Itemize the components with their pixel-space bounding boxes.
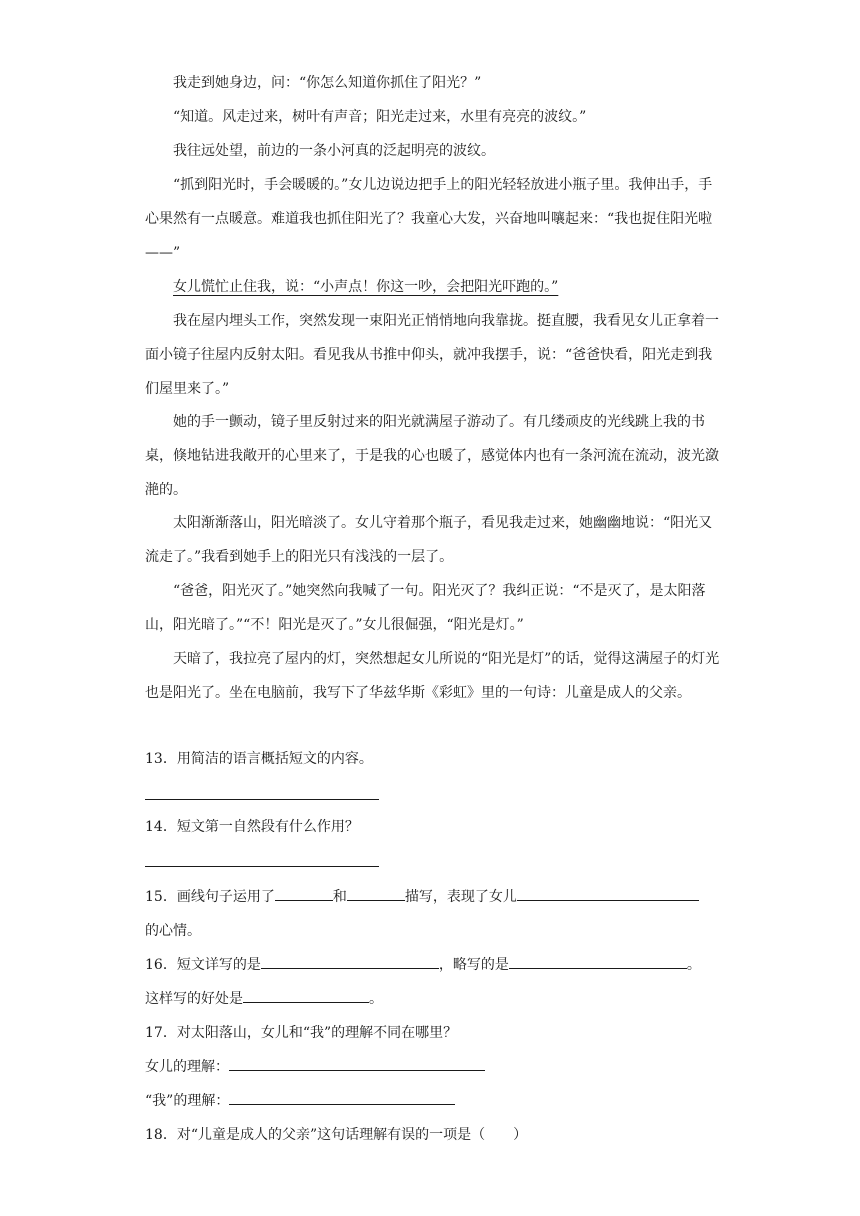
question-13: 13．用简洁的语言概括短文的内容。 xyxy=(145,751,373,767)
question-15-text-b: 和 xyxy=(332,889,347,905)
answer-line-14[interactable] xyxy=(145,866,379,867)
question-15-cont: 的心情。 xyxy=(145,923,201,939)
question-17: 17．对太阳落山，女儿和“我”的理解不同在哪里？ xyxy=(145,1025,458,1041)
passage-paragraph-9: “爸爸，阳光灭了。”她突然向我喊了一句。阳光灭了？我纠正说：“不是灭了，是太阳落山，阳光暗了。”“不！阳光是灭了。”女儿很倔强，“阳光是灯。” xyxy=(145,583,706,633)
question-16-text-a: 16．短文详写的是 xyxy=(145,957,261,973)
blank-17-daughter[interactable] xyxy=(229,1054,485,1071)
question-18: 18．对“儿童是成人的父亲”这句话理解有误的一项是（ ） xyxy=(145,1127,528,1143)
me-label: “我”的理解： xyxy=(145,1093,230,1109)
question-16-cont xyxy=(145,982,720,1016)
passage-paragraph-1: 我走到她身边，问：“你怎么知道你抓住了阳光？” xyxy=(173,75,482,91)
question-16 xyxy=(145,948,720,982)
question-17-daughter xyxy=(145,1050,720,1084)
blank-15-1[interactable] xyxy=(275,884,333,901)
question-15-text-a: 15．画线句子运用了 xyxy=(145,889,275,905)
blank-16-1[interactable] xyxy=(261,952,439,969)
passage-paragraph-6: 我在屋内埋头工作，突然发现一束阳光正悄悄地向我靠拢。挺直腰，我看见女儿正拿着一面小镜子往屋内反射太阳。看见我从书推中仰头，就冲我摆手，说：“爸爸快看，阳光走到我们屋里来了。” xyxy=(145,313,719,397)
passage-paragraph-5-wrap xyxy=(145,270,720,304)
question-14: 14．短文第一自然段有什么作用？ xyxy=(145,819,359,835)
underlined-sentence: 女儿慌忙止住我，说：“小声点！你这一吵，会把阳光吓跑的。” xyxy=(173,279,559,295)
question-16-text-b: ，略写的是 xyxy=(438,957,509,973)
blank-17-me[interactable] xyxy=(229,1088,455,1105)
blank-16-3[interactable] xyxy=(243,986,369,1003)
blank-15-3[interactable] xyxy=(517,884,699,901)
daughter-label: 女儿的理解： xyxy=(145,1059,229,1075)
passage-paragraph-3: 我往远处望，前边的一条小河真的泛起明亮的波纹。 xyxy=(173,143,495,159)
answer-line-13[interactable] xyxy=(145,799,379,800)
blank-16-2[interactable] xyxy=(509,952,687,969)
blank-15-2[interactable] xyxy=(347,884,405,901)
question-15 xyxy=(145,880,720,914)
question-17-me xyxy=(145,1084,720,1118)
passage-paragraph-10: 天暗了，我拉亮了屋内的灯，突然想起女儿所说的“阳光是灯”的话，觉得这满屋子的灯光也是阳光了。坐在电脑前，我写下了华兹华斯《彩虹》里的一句诗：儿童是成人的父亲。 xyxy=(145,651,720,701)
question-16-text-e: 。 xyxy=(369,991,383,1007)
passage-paragraph-8: 太阳渐渐落山，阳光暗淡了。女儿守着那个瓶子，看见我走过来，她幽幽地说：“阳光又流走了。”我看到她手上的阳光只有浅浅的一层了。 xyxy=(145,515,713,565)
question-16-text-c: 。 xyxy=(686,957,701,973)
passage-paragraph-7: 她的手一颤动，镜子里反射过来的阳光就满屋子游动了。有几缕顽皮的光线跳上我的书桌，倏地钻进我敞开的心里来了，于是我的心也暖了，感觉体内也有一条河流在流动，波光潋滟的。 xyxy=(145,414,719,498)
passage-paragraph-2: “知道。风走过来，树叶有声音；阳光走过来，水里有亮亮的波纹。” xyxy=(173,109,587,125)
question-16-text-d: 这样写的好处是 xyxy=(145,991,243,1007)
passage-paragraph-4: “抓到阳光时，手会暖暖的。”女儿边说边把手上的阳光轻轻放进小瓶子里。我伸出手，手心果然有一点暖意。难道我也抓住阳光了？我童心大发，兴奋地叫嚷起来：“我也捉住阳光啦——” xyxy=(145,177,713,261)
question-15-text-c: 描写，表现了女儿 xyxy=(404,889,517,905)
